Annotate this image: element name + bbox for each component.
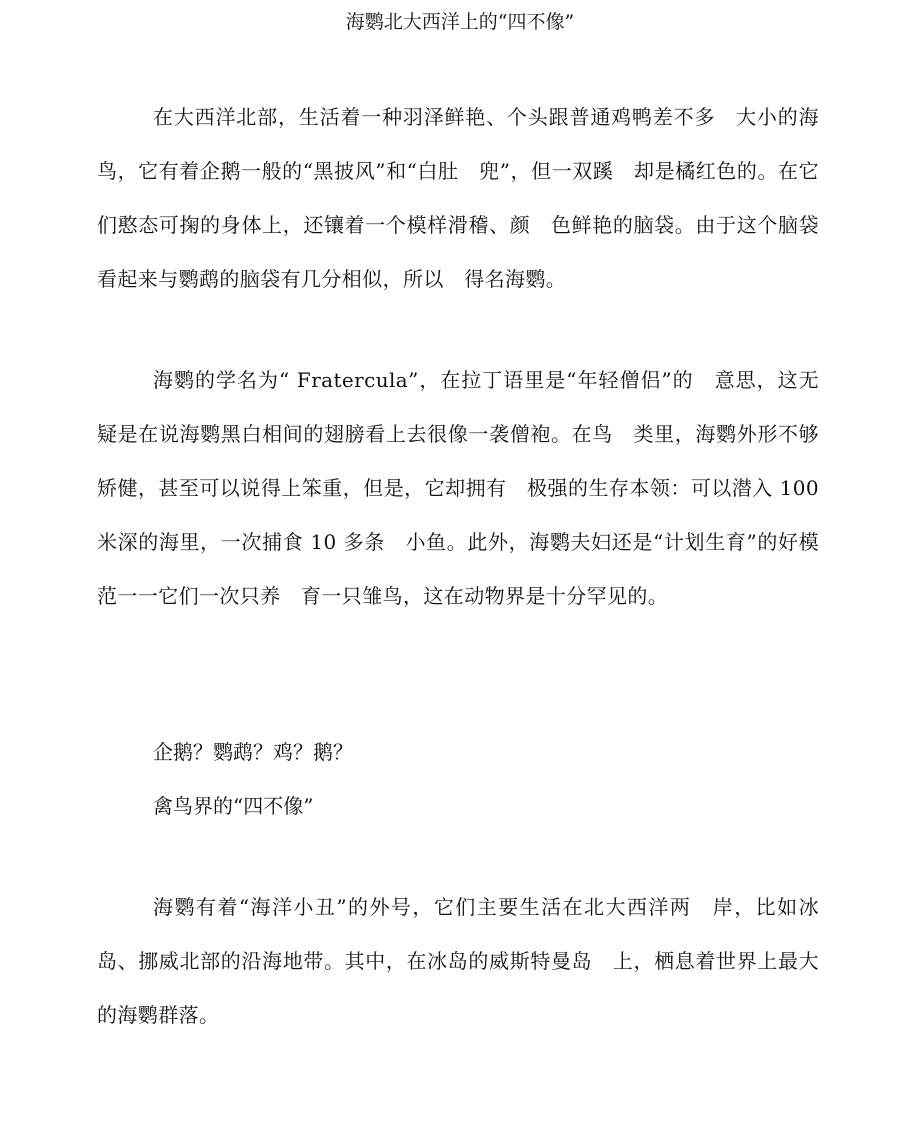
paragraph-puffin-appearance: 在大西洋北部，生活着一种羽泽鲜艳、个头跟普通鸡鸭差不多 大小的海鸟，它有着企鹅一般的“黑披风”和“白肚 兜”，但一双蹊 却是橘红色的。在它们憨态可掬的身体上，还镶着一个模样滑稽、颜 色鲜艳的脑袋。由于这个脑袋看起来与鹦鹉的脑袋有几分相似，所以 得名海鹦。 (97, 105, 819, 291)
paragraph-puffin-name: 海鹦的学名为“ Fratercula”，在拉丁语里是“年轻僧侣”的 意思，这无疑是在说海鹦黑白相间的翅膀看上去很像一袭僧袍。在鸟 类里，海鹦外形不够矫健，甚至可以说得上笨重，但是，它却拥有 极强的生存本领：可以潜入 100 米深的海里，一次捕食 10 多条 小鱼。此外，海鹦夫妇还是“计划生育”的好模范一一它们一次只养 育一只雏鸟，这在动物界是十分罕见的。 (97, 368, 819, 608)
page-title: 海鹦北大西洋上的“四不像” (345, 11, 575, 33)
paragraph-puffin-habitat: 海鹦有着“海洋小丑”的外号，它们主要生活在北大西洋两 岸，比如冰岛、挪威北部的沿海地带。其中，在冰岛的威斯特曼岛 上，栖息着世界上最大的海鹦群落。 (97, 895, 819, 1027)
subheading-four-unlike: 禽鸟界的“四不像” (153, 794, 314, 818)
subheading-question: 企鹅？鹦鹉？鸡？鹅？ (153, 740, 353, 764)
